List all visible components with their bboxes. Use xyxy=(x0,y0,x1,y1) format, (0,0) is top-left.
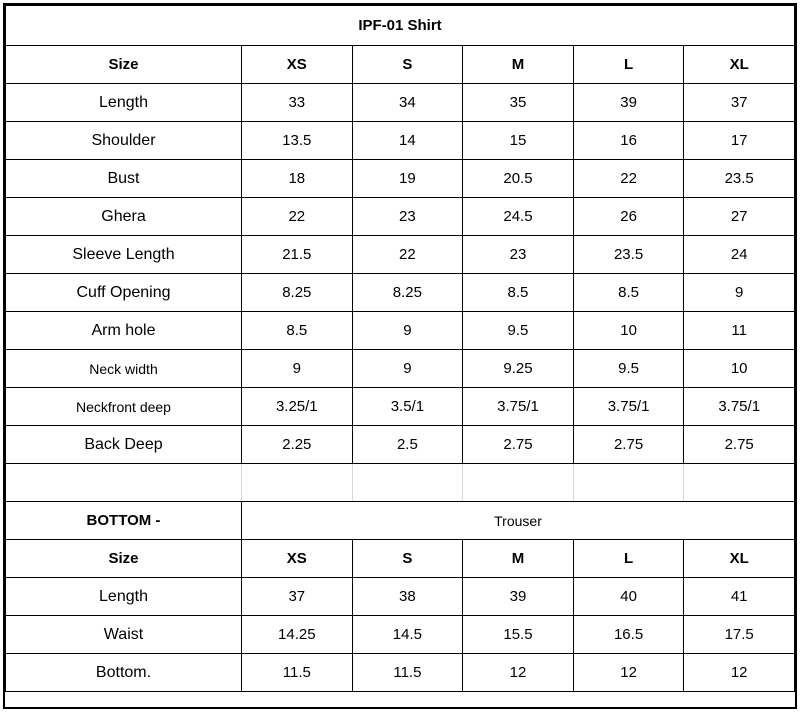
cell-value: 12 xyxy=(573,654,684,692)
bottom-size-m: M xyxy=(463,540,574,578)
cell-value: 17.5 xyxy=(684,616,795,654)
table-row xyxy=(6,198,795,236)
table-row xyxy=(6,160,795,198)
empty-cell xyxy=(463,464,574,502)
bottom-section-label: BOTTOM - xyxy=(6,502,242,540)
bottom-size-xl: XL xyxy=(684,540,795,578)
cell-value: 24.5 xyxy=(463,198,574,236)
table-row xyxy=(6,388,795,426)
row-label: Neck width xyxy=(6,350,242,388)
row-label: Shoulder xyxy=(6,122,242,160)
shirt-size-header: Size xyxy=(6,46,242,84)
cell-value: 2.75 xyxy=(463,426,574,464)
bottom-size-s: S xyxy=(352,540,463,578)
shirt-title-row xyxy=(6,6,795,46)
cell-value: 34 xyxy=(352,84,463,122)
shirt-title: IPF-01 Shirt xyxy=(6,6,795,46)
cell-value: 8.5 xyxy=(573,274,684,312)
shirt-header-row xyxy=(6,46,795,84)
cell-value: 16 xyxy=(573,122,684,160)
cell-value: 39 xyxy=(463,578,574,616)
table-row xyxy=(6,578,795,616)
cell-value: 41 xyxy=(684,578,795,616)
cell-value: 3.75/1 xyxy=(684,388,795,426)
cell-value: 11.5 xyxy=(242,654,353,692)
cell-value: 9.5 xyxy=(463,312,574,350)
table-row xyxy=(6,236,795,274)
table-row xyxy=(6,426,795,464)
cell-value: 3.5/1 xyxy=(352,388,463,426)
cell-value: 11.5 xyxy=(352,654,463,692)
cell-value: 3.25/1 xyxy=(242,388,353,426)
cell-value: 2.5 xyxy=(352,426,463,464)
row-label: Bust xyxy=(6,160,242,198)
cell-value: 26 xyxy=(573,198,684,236)
cell-value: 39 xyxy=(573,84,684,122)
shirt-size-xs: XS xyxy=(242,46,353,84)
spacer-row xyxy=(6,464,795,502)
cell-value: 13.5 xyxy=(242,122,353,160)
cell-value: 22 xyxy=(573,160,684,198)
cell-value: 24 xyxy=(684,236,795,274)
empty-cell xyxy=(242,464,353,502)
cell-value: 8.25 xyxy=(242,274,353,312)
cell-value: 22 xyxy=(352,236,463,274)
cell-value: 10 xyxy=(684,350,795,388)
cell-value: 16.5 xyxy=(573,616,684,654)
cell-value: 2.75 xyxy=(573,426,684,464)
cell-value: 33 xyxy=(242,84,353,122)
cell-value: 38 xyxy=(352,578,463,616)
shirt-size-xl: XL xyxy=(684,46,795,84)
table-row xyxy=(6,350,795,388)
cell-value: 8.5 xyxy=(242,312,353,350)
cell-value: 23.5 xyxy=(573,236,684,274)
cell-value: 9 xyxy=(352,312,463,350)
cell-value: 23.5 xyxy=(684,160,795,198)
cell-value: 15 xyxy=(463,122,574,160)
cell-value: 15.5 xyxy=(463,616,574,654)
row-label: Back Deep xyxy=(6,426,242,464)
row-label: Waist xyxy=(6,616,242,654)
table-row xyxy=(6,312,795,350)
table-row xyxy=(6,274,795,312)
cell-value: 20.5 xyxy=(463,160,574,198)
table-row xyxy=(6,122,795,160)
row-label: Sleeve Length xyxy=(6,236,242,274)
cell-value: 19 xyxy=(352,160,463,198)
cell-value: 17 xyxy=(684,122,795,160)
cell-value: 40 xyxy=(573,578,684,616)
empty-cell xyxy=(6,464,242,502)
cell-value: 23 xyxy=(352,198,463,236)
size-chart-table xyxy=(5,5,795,692)
cell-value: 14.25 xyxy=(242,616,353,654)
cell-value: 8.25 xyxy=(352,274,463,312)
cell-value: 37 xyxy=(684,84,795,122)
bottom-header-row xyxy=(6,540,795,578)
cell-value: 22 xyxy=(242,198,353,236)
size-chart xyxy=(3,3,797,709)
cell-value: 9.5 xyxy=(573,350,684,388)
cell-value: 23 xyxy=(463,236,574,274)
empty-cell xyxy=(352,464,463,502)
shirt-size-m: M xyxy=(463,46,574,84)
cell-value: 14.5 xyxy=(352,616,463,654)
row-label: Arm hole xyxy=(6,312,242,350)
bottom-size-header: Size xyxy=(6,540,242,578)
cell-value: 9.25 xyxy=(463,350,574,388)
shirt-size-l: L xyxy=(573,46,684,84)
cell-value: 12 xyxy=(684,654,795,692)
bottom-size-l: L xyxy=(573,540,684,578)
empty-cell xyxy=(684,464,795,502)
cell-value: 21.5 xyxy=(242,236,353,274)
row-label: Ghera xyxy=(6,198,242,236)
row-label: Bottom. xyxy=(6,654,242,692)
bottom-section-title: Trouser xyxy=(242,502,795,540)
cell-value: 12 xyxy=(463,654,574,692)
row-label: Neckfront deep xyxy=(6,388,242,426)
cell-value: 18 xyxy=(242,160,353,198)
cell-value: 35 xyxy=(463,84,574,122)
cell-value: 3.75/1 xyxy=(573,388,684,426)
cell-value: 14 xyxy=(352,122,463,160)
cell-value: 8.5 xyxy=(463,274,574,312)
cell-value: 9 xyxy=(684,274,795,312)
bottom-section-row xyxy=(6,502,795,540)
row-label: Length xyxy=(6,84,242,122)
table-row xyxy=(6,84,795,122)
cell-value: 3.75/1 xyxy=(463,388,574,426)
row-label: Cuff Opening xyxy=(6,274,242,312)
cell-value: 27 xyxy=(684,198,795,236)
shirt-size-s: S xyxy=(352,46,463,84)
empty-cell xyxy=(573,464,684,502)
cell-value: 9 xyxy=(242,350,353,388)
row-label: Length xyxy=(6,578,242,616)
table-row xyxy=(6,654,795,692)
cell-value: 37 xyxy=(242,578,353,616)
bottom-size-xs: XS xyxy=(242,540,353,578)
cell-value: 2.25 xyxy=(242,426,353,464)
cell-value: 9 xyxy=(352,350,463,388)
cell-value: 10 xyxy=(573,312,684,350)
cell-value: 2.75 xyxy=(684,426,795,464)
table-row xyxy=(6,616,795,654)
cell-value: 11 xyxy=(684,312,795,350)
